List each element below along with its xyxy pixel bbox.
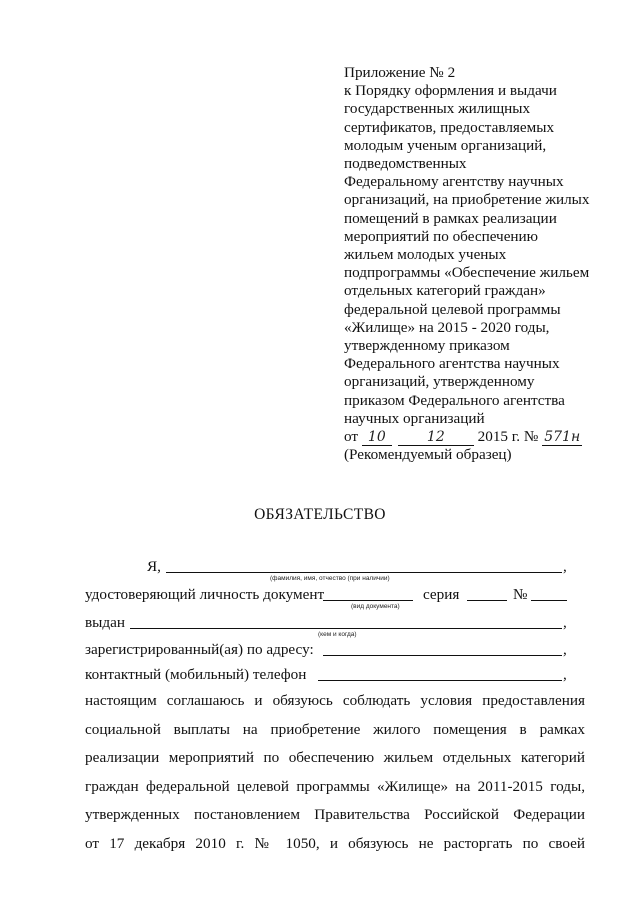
appendix-line: государственных жилищных xyxy=(344,100,531,118)
body-line: от 17 декабря 2010 г. № 1050, и обязуюсь не расторгать по своей xyxy=(85,834,585,852)
body-line: граждан федеральной целевой программы «Жилище» на 2011-2015 годы, xyxy=(85,777,585,795)
appendix-line: помещений в рамках реализации xyxy=(344,209,557,227)
appendix-header xyxy=(344,64,624,464)
appendix-line: «Жилище» на 2015 - 2020 годы, xyxy=(344,318,550,336)
issued-comma: , xyxy=(563,614,567,631)
issued-label: выдан xyxy=(85,614,125,631)
document-type-hint: (вид документа) xyxy=(351,603,400,610)
appendix-line: научных организаций xyxy=(344,409,485,427)
date-year: 2015 г. № xyxy=(477,428,539,446)
series-label: серия xyxy=(423,586,460,603)
document-title: ОБЯЗАТЕЛЬСТВО xyxy=(254,506,386,523)
ya-label: Я, xyxy=(147,558,161,575)
appendix-line: организаций, утвержденному xyxy=(344,373,535,391)
appendix-line: отдельных категорий граждан» xyxy=(344,282,546,300)
appendix-line: подведомственных xyxy=(344,155,467,173)
address-comma: , xyxy=(563,641,567,658)
document-type-field[interactable] xyxy=(323,600,413,601)
phone-comma: , xyxy=(563,666,567,683)
date-prefix: от xyxy=(344,428,359,446)
number-label: № xyxy=(513,586,528,603)
appendix-line: организаций, на приобретение жилых xyxy=(344,191,590,209)
issued-hint: (кем и когда) xyxy=(318,631,357,638)
appendix-line: Приложение № 2 xyxy=(344,64,456,81)
body-line: настоящим соглашаюсь и обязуюсь соблюдать условия предоставления xyxy=(85,692,585,709)
phone-label: контактный (мобильный) телефон xyxy=(85,666,307,683)
handwritten-month: 12 xyxy=(398,429,474,446)
appendix-line: жильем молодых ученых xyxy=(344,246,507,264)
body-line: социальной выплаты на приобретение жилого помещения в рамках xyxy=(85,720,585,738)
appendix-line: мероприятий по обеспечению xyxy=(344,227,539,245)
appendix-line: Федерального агентства научных xyxy=(344,355,560,373)
phone-field[interactable] xyxy=(318,680,562,681)
appendix-line: утвержденному приказом xyxy=(344,337,510,355)
appendix-line: федеральной целевой программы xyxy=(344,300,561,318)
series-field[interactable] xyxy=(467,600,507,601)
handwritten-day: 10 xyxy=(362,429,392,446)
full-name-field[interactable] xyxy=(166,572,562,573)
full-name-hint: (фамилия, имя, отчество (при наличии) xyxy=(270,575,390,582)
appendix-line: приказом Федерального агентства xyxy=(344,391,565,409)
document-label: удостоверяющий личность документ xyxy=(85,586,325,603)
order-date-line xyxy=(344,428,624,446)
appendix-line: молодым ученым организаций, xyxy=(344,136,547,154)
body-line: реализации мероприятий по обеспечению жильем отдельных категорий xyxy=(85,749,585,766)
obligation-body xyxy=(85,687,585,858)
issued-field[interactable] xyxy=(130,628,562,629)
appendix-line: Федеральному агентству научных xyxy=(344,173,564,191)
appendix-line: подпрограммы «Обеспечение жильем xyxy=(344,264,590,282)
address-label: зарегистрированный(ая) по адресу: xyxy=(85,641,314,658)
appendix-line: к Порядку оформления и выдачи xyxy=(344,82,557,100)
appendix-line: сертификатов, предоставляемых xyxy=(344,118,555,136)
body-line: утвержденных постановлением Правительства Российской Федерации xyxy=(85,806,585,823)
handwritten-order-number: 571н xyxy=(542,429,582,446)
address-field[interactable] xyxy=(323,655,562,656)
number-field[interactable] xyxy=(531,600,567,601)
ya-comma: , xyxy=(563,558,567,575)
recommended-sample-note: (Рекомендуемый образец) xyxy=(344,446,512,464)
